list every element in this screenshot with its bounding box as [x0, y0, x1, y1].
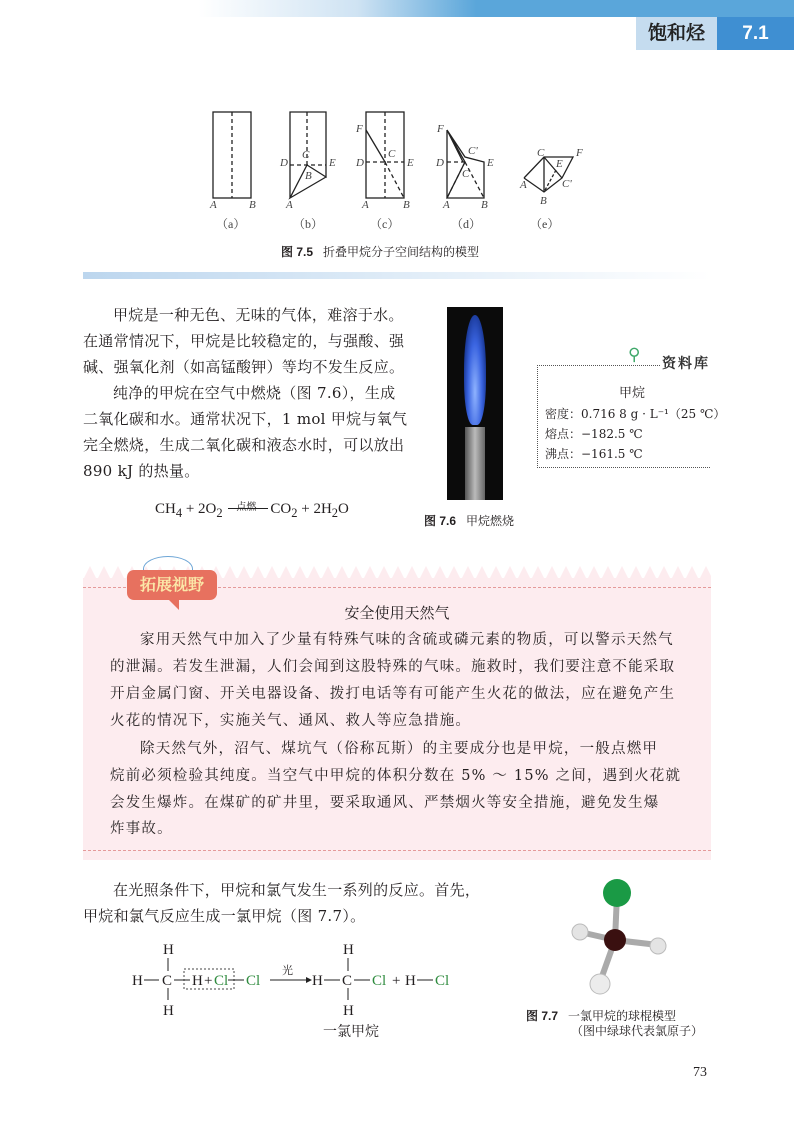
svg-text:光: 光 — [282, 965, 293, 977]
svg-text:E: E — [487, 157, 494, 169]
svg-text:C: C — [388, 148, 396, 160]
substance-name: 甲烷 — [619, 386, 646, 401]
paragraph-line: 在通常情况下，甲烷是比较稳定的，与强酸、强 — [83, 332, 405, 350]
melting-point: 熔点：−182.5 ℃ — [545, 427, 643, 441]
svg-text:（c）: （c） — [370, 217, 400, 231]
svg-text:H: H — [192, 973, 203, 989]
svg-text:一氯甲烷: 一氯甲烷 — [323, 1025, 379, 1038]
svg-text:E: E — [407, 157, 414, 169]
extension-line: 火花的情况下，实施关气、通风、救人等应急措施。 — [110, 713, 472, 729]
chapter-title: 饱和烃 — [636, 17, 717, 50]
svg-text:D: D — [280, 157, 288, 169]
extension-line: 的泄漏。若发生泄漏，人们会闻到这股特殊的气味。施救时，我们要注意不能采取 — [110, 659, 676, 675]
paragraph-line: 甲烷是一种无色、无味的气体，难溶于水。 — [113, 306, 404, 324]
svg-text:H: H — [163, 942, 174, 958]
svg-text:C: C — [342, 973, 353, 989]
svg-text:B: B — [481, 199, 488, 211]
svg-text:C': C' — [562, 178, 572, 190]
density: 密度：0.716 8 g · L⁻¹（25 ℃） — [545, 407, 726, 421]
figure-7-7-caption: 图 7.7 一氯甲烷的球棍模型 — [526, 1009, 677, 1023]
svg-text:C: C — [162, 973, 173, 989]
chloromethane-ball-stick-model — [560, 875, 680, 1000]
svg-text:A: A — [520, 179, 527, 191]
svg-text:A: A — [210, 199, 217, 211]
svg-text:E: E — [329, 157, 336, 169]
paragraph-line: 完全燃烧，生成二氧化碳和液态水时，可以放出 — [83, 436, 405, 454]
paragraph-line: 碱、强氧化剂（如高锰酸钾）等均不发生反应。 — [83, 358, 405, 376]
svg-text:Cl: Cl — [372, 973, 387, 989]
svg-text:E: E — [556, 158, 563, 170]
paragraph-line: 在光照条件下，甲烷和氯气发生一系列的反应。首先， — [113, 881, 481, 899]
svg-text:A: A — [362, 199, 369, 211]
svg-text:B: B — [540, 195, 547, 207]
svg-text:Cl: Cl — [435, 973, 450, 989]
svg-text:D: D — [356, 157, 364, 169]
svg-text:Cl: Cl — [246, 973, 261, 989]
svg-text:A: A — [443, 199, 450, 211]
data-library-title: 资料库 — [660, 353, 710, 373]
paragraph-line: 890 kJ 的热量。 — [83, 462, 200, 480]
paragraph-line: 甲烷和氯气反应生成一氯甲烷（图 7.7）。 — [83, 907, 366, 925]
svg-text:C: C — [537, 147, 545, 159]
svg-text:F: F — [437, 123, 444, 135]
svg-text:（e）: （e） — [530, 217, 560, 231]
extension-title: 安全使用天然气 — [344, 604, 450, 622]
boiling-point: 沸点：−161.5 ℃ — [545, 447, 643, 461]
combustion-equation: $CH_4 + 2O_2$ 点燃 $CO_2 + 2H_2O$ — [155, 501, 349, 520]
extension-line: 家用天然气中加入了少量有特殊气味的含硫或磷元素的物质，可以警示天然气 — [140, 632, 674, 648]
svg-text:（a）: （a） — [216, 217, 246, 231]
figure-7-6-caption: 图 7.6 甲烷燃烧 — [424, 514, 515, 528]
svg-text:+: + — [392, 973, 401, 989]
paragraph-line: 纯净的甲烷在空气中燃烧（图 7.6），生成 — [113, 384, 396, 402]
extension-line: 开启金属门窗、开关电器设备、拨打电话等有可能产生火花的做法，应在避免产生 — [110, 686, 676, 702]
chlorination-equation — [120, 938, 470, 1038]
svg-text:H: H — [343, 942, 354, 958]
svg-text:H: H — [163, 1003, 174, 1019]
extension-line: 烷前必须检验其纯度。当空气中甲烷的体积分数在 5% ～ 15% 之间，遇到火花就 — [110, 768, 682, 784]
methane-flame-photo — [447, 307, 503, 500]
magnifier-icon: ⚲ — [628, 345, 641, 365]
paragraph-line: 二氧化碳和水。通常状况下，1 mol 甲烷与氧气 — [83, 410, 408, 428]
svg-text:C: C — [302, 149, 310, 161]
svg-text:H: H — [405, 973, 416, 989]
svg-text:F: F — [356, 123, 363, 135]
svg-text:Cl: Cl — [214, 973, 229, 989]
figure-7-7-note: （图中绿球代表氯原子） — [571, 1024, 704, 1038]
extension-line: 炸事故。 — [110, 821, 173, 837]
svg-text:（d）: （d） — [451, 217, 482, 231]
svg-text:H: H — [343, 1003, 354, 1019]
svg-text:D: D — [436, 157, 444, 169]
svg-text:B: B — [403, 199, 410, 211]
extension-line: 除天然气外，沼气、煤坑气（俗称瓦斯）的主要成分也是甲烷，一般点燃甲 — [140, 741, 659, 757]
extension-line: 会发生爆炸。在煤矿的矿井里，要采取通风、严禁烟火等安全措施，避免发生爆 — [110, 795, 660, 811]
svg-text:B: B — [305, 170, 312, 182]
svg-text:（b）: （b） — [293, 217, 324, 231]
svg-text:A: A — [286, 199, 293, 211]
section-divider — [83, 272, 711, 279]
dashed-divider — [83, 850, 711, 851]
svg-text:+: + — [204, 973, 213, 989]
svg-text:F: F — [576, 147, 583, 159]
header-gradient-bar — [0, 0, 794, 17]
page-number: 73 — [693, 1065, 707, 1080]
section-number: 7.1 — [717, 17, 794, 50]
svg-text:C': C' — [468, 145, 478, 157]
svg-text:H: H — [132, 973, 143, 989]
svg-text:H: H — [312, 973, 323, 989]
svg-text:C: C — [462, 168, 470, 180]
svg-text:B: B — [249, 199, 256, 211]
figure-7-5-caption: 图 7.5 折叠甲烷分子空间结构的模型 — [281, 245, 480, 259]
extension-tag: 拓展视野 — [127, 570, 217, 600]
figure-7-5-folding-diagram — [200, 100, 600, 240]
